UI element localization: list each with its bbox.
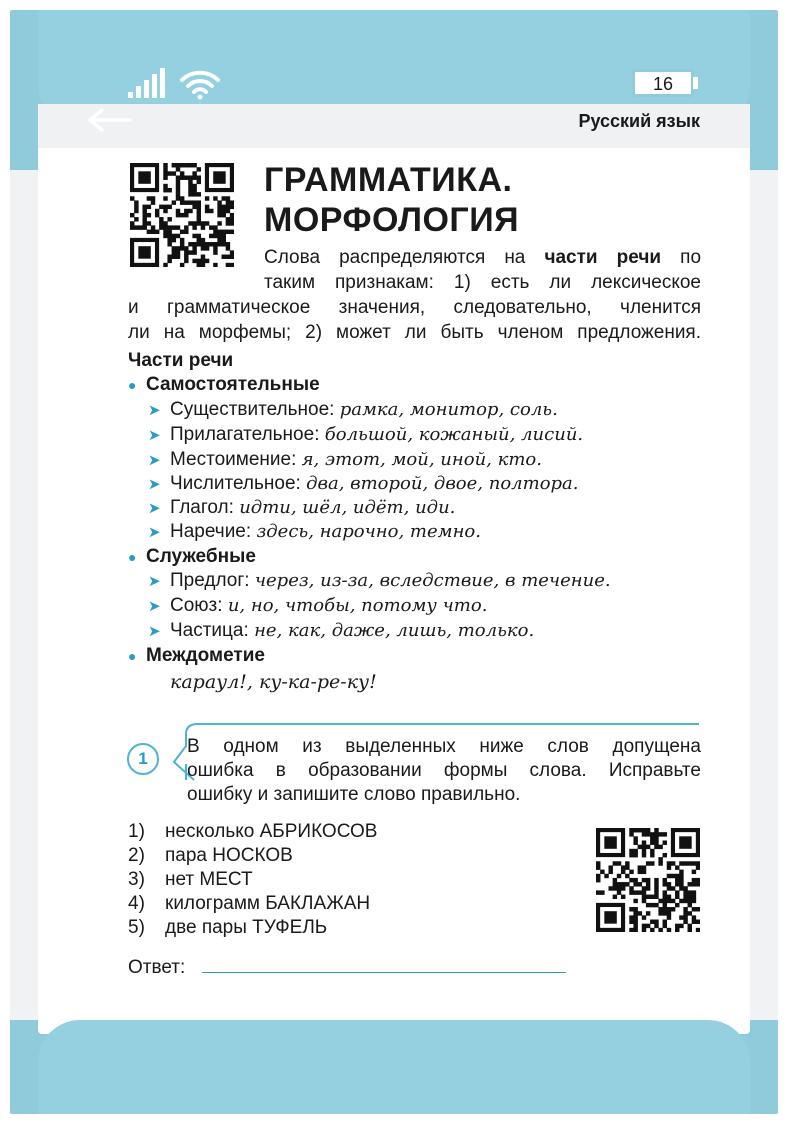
task-line2: ошибка в образовании формы слова. Исправьте (187, 760, 701, 781)
page-number: 16 (652, 74, 674, 94)
group-heading: ● Самостоятельные (128, 374, 320, 395)
list-item: ➤ Существительное: рамка, монитор, соль. (148, 398, 558, 423)
list-item: ➤ Прилагательное: большой, кожаный, лисий. (148, 423, 583, 448)
chevron-right-icon: ➤ (148, 573, 161, 590)
list-item: ➤ Предлог: через, из-за, вследствие, в течение. (148, 569, 611, 594)
option-item: 2) пара НОСКОВ (128, 845, 293, 866)
intro-line2: таким признакам: 1) есть ли лексическое (264, 272, 701, 293)
list-item: ➤ Наречие: здесь, нарочно, темно. (148, 520, 481, 545)
list-item: ➤ Частица: не, как, даже, лишь, только. (148, 619, 534, 644)
answer-field[interactable] (202, 972, 566, 973)
qr-code-icon[interactable] (130, 163, 234, 267)
task-number: 1 (127, 743, 159, 775)
intro-line3: и грамматическое значения, следовательно, членится (128, 297, 701, 318)
chevron-right-icon: ➤ (148, 476, 161, 493)
chevron-right-icon: ➤ (148, 452, 161, 469)
list-item: ➤ Глагол: идти, шёл, идёт, иди. (148, 496, 455, 521)
chevron-right-icon: ➤ (148, 598, 161, 615)
bottom-panel (38, 1020, 750, 1114)
interjection-examples: караул!, ку-ка-ре-ку! (170, 671, 377, 693)
option-item: 4) килограмм БАКЛАЖАН (128, 893, 371, 914)
back-arrow-icon[interactable] (86, 108, 132, 132)
option-item: 3) нет МЕСТ (128, 869, 253, 890)
list-item: ➤ Местоимение: я, этот, мой, иной, кто. (148, 448, 542, 473)
signal-icon (126, 68, 166, 98)
wifi-icon (178, 66, 222, 100)
page-title-line2: МОРФОЛОГИЯ (264, 201, 520, 239)
page-title-line1: ГРАММАТИКА. (264, 161, 513, 199)
intro-line1: Слова распределяются на части речи по (264, 247, 702, 268)
option-item: 5) две пары ТУФЕЛЬ (128, 917, 328, 938)
chevron-right-icon: ➤ (148, 402, 161, 419)
chevron-right-icon: ➤ (148, 524, 161, 541)
option-item: 1) несколько АБРИКОСОВ (128, 821, 378, 842)
list-item: ➤ Союз: и, но, чтобы, потому что. (148, 594, 487, 619)
chevron-right-icon: ➤ (148, 500, 161, 517)
subject-label: Русский язык (578, 111, 700, 131)
list-item: ➤ Числительное: два, второй, двое, полтора. (148, 472, 579, 497)
group-heading: ● Служебные (128, 546, 256, 567)
intro-line4: ли на морфемы; 2) может ли быть членом предложения. (128, 322, 701, 343)
task-line3: ошибку и запишите слово правильно. (187, 784, 521, 805)
answer-label: Ответ: (128, 957, 186, 978)
task-line1: В одном из выделенных ниже слов допущена (187, 736, 701, 757)
chevron-right-icon: ➤ (148, 427, 161, 444)
chevron-right-icon: ➤ (148, 623, 161, 640)
qr-code-icon[interactable] (596, 828, 700, 932)
parts-heading: Части речи (128, 350, 234, 371)
group-heading: ● Междометие (128, 645, 265, 666)
